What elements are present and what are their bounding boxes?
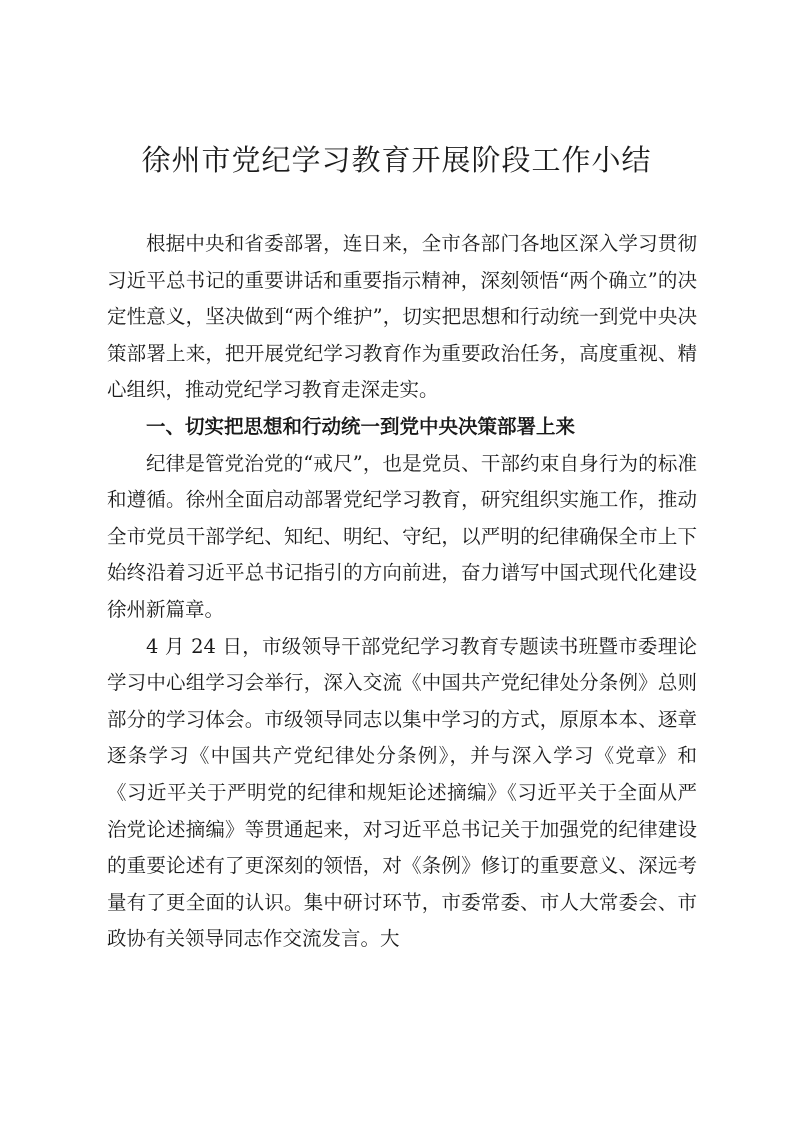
section-heading: 一、切实把思想和行动统一到党中央决策部署上来: [146, 414, 576, 438]
document-title: 徐州市党纪学习教育开展阶段工作小结: [141, 143, 652, 177]
section-paragraph: 纪律是管党治党的“戒尺”，也是党员、干部约束自身行为的标准和遵循。徐州全面启动部署党纪学习教育，研究组织实施工作，推动全市党员干部学纪、知纪、明纪、守纪，以严明的纪律确保全市上下始终沿着习近平总书记指引的方向前进，奋力谱写中国式现代化建设徐州新篇章。: [107, 451, 697, 621]
intro-paragraph: 根据中央和省委部署，连日来，全市各部门各地区深入学习贯彻习近平总书记的重要讲话和重要指示精神，深刻领悟“两个确立”的决定性意义，坚决做到“两个维护”，切实把思想和行动统一到党中央决策部署上来，把开展党纪学习教育作为重要政治任务，高度重视、精心组织，推动党纪学习教育走深走实。: [107, 232, 697, 402]
section-paragraph: 4 月 24 日，市级领导干部党纪学习教育专题读书班暨市委理论学习中心组学习会举行，深入交流《中国共产党纪律处分条例》总则部分的学习体会。市级领导同志以集中学习的方式，原原本本、逐章逐条学习《中国共产党纪律处分条例》，并与深入学习《党章》和《习近平关于严明党的纪律和规矩论述摘编》《习近平关于全面从严治党论述摘编》等贯通起来，对习近平总书记关于加强党的纪律建设的重要论述有了更深刻的领悟，对《条例》修订的重要意义、深远考量有了更全面的认识。集中研讨环节，市委常委、市人大常委会、市政协有关领导同志作交流发言。大: [107, 634, 697, 951]
document-body: [107, 226, 697, 958]
